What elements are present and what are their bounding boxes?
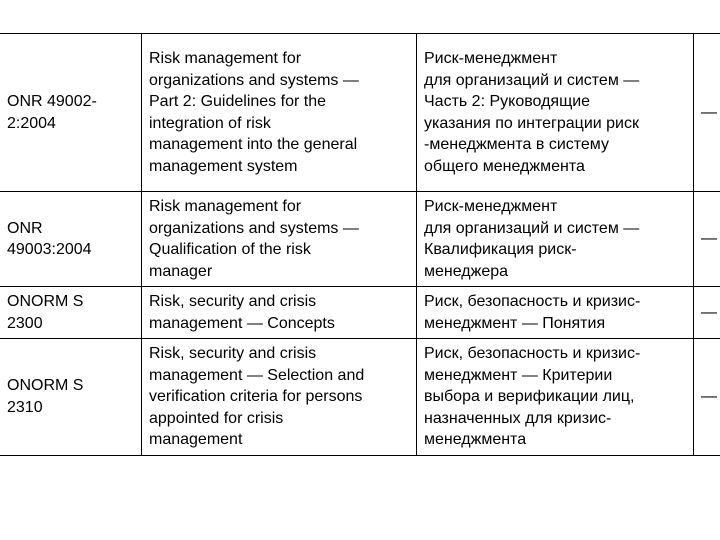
table-row: [0, 192, 720, 287]
standard-code-cell: ONORM S 2310: [0, 339, 142, 456]
table-row: [0, 287, 720, 339]
english-title-cell: Risk, security and crisis management — Selection and verification criteria for persons appointed for crisis management: [142, 339, 417, 456]
english-title-cell: Risk management for organizations and systems — Part 2: Guidelines for the integration of risk management into the general management system: [142, 34, 417, 192]
standard-code-cell: ONR 49003:2004: [0, 192, 142, 287]
equivalence-mark-cell: —: [694, 339, 720, 456]
equivalence-mark-cell: —: [694, 192, 720, 287]
english-title-cell: Risk, security and crisis management — Concepts: [142, 287, 417, 339]
equivalence-mark-cell: —: [694, 287, 720, 339]
standards-table: [0, 33, 720, 456]
table-row: [0, 339, 720, 456]
russian-title-cell: Риск, безопасность и кризис- менеджмент — Критерии выбора и верификации лиц, назначенных для кризис- менеджмента: [417, 339, 694, 456]
russian-title-cell: Риск, безопасность и кризис- менеджмент — Понятия: [417, 287, 694, 339]
standard-code-cell: ONORM S 2300: [0, 287, 142, 339]
table-row: [0, 34, 720, 192]
russian-title-cell: Риск-менеджмент для организаций и систем — Квалификация риск- менеджера: [417, 192, 694, 287]
english-title-cell: Risk management for organizations and systems — Qualification of the risk manager: [142, 192, 417, 287]
standard-code-cell: ONR 49002- 2:2004: [0, 34, 142, 192]
russian-title-cell: Риск-менеджмент для организаций и систем — Часть 2: Руководящие указания по интеграции риск -менеджмента в систему общего менеджмента: [417, 34, 694, 192]
equivalence-mark-cell: —: [694, 34, 720, 192]
